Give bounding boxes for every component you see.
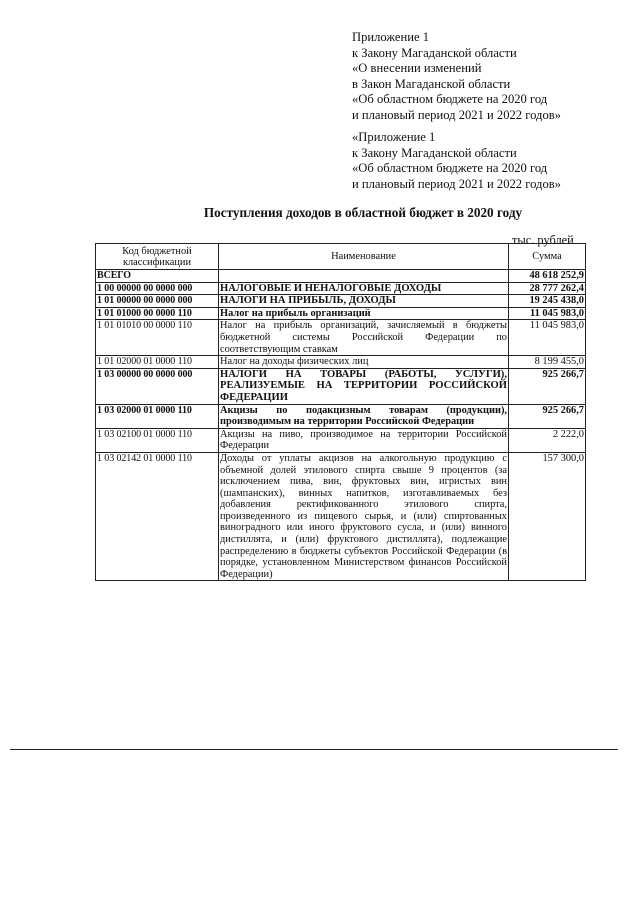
row-sum: 48 618 252,9 [509,270,586,283]
unit-label: тыс. рублей [512,233,574,247]
row-sum: 925 266,7 [509,368,586,404]
page-divider-line [10,749,618,750]
row-sum: 11 045 983,0 [509,320,586,356]
row-name: Акцизы на пиво, производимое на территории Российской Федерации [220,428,507,452]
appendix-note-original [352,130,561,192]
header-sum: Сумма [509,244,586,270]
row-code: 1 03 00000 00 0000 000 [96,368,219,404]
header-code: Код бюджетной классификации [96,244,219,270]
appendix-line: «Об областном бюджете на 2020 год [352,92,548,107]
appendix-line: «Приложение 1 [352,130,436,144]
header-name: Наименование [219,244,509,270]
row-code: 1 01 02000 01 0000 110 [96,356,219,369]
row-code: 1 01 00000 00 0000 000 [96,295,219,308]
table-row [96,452,586,581]
appendix-line: к Закону Магаданской области [352,45,517,60]
appendix-line: «О внесении изменений [352,61,482,76]
row-name: Налог на доходы физических лиц [219,356,509,369]
row-code: 1 00 00000 00 0000 000 [96,282,219,295]
appendix-line: «Об областном бюджете на 2020 год [352,161,548,176]
table-row [96,307,586,320]
table-row [96,282,586,295]
row-name: Доходы от уплаты акцизов на алкогольную продукцию с объемной долей этилового спирта свыше 9 процентов (за исключением пива, вин, фруктовых вин, игристых вин (шампанских), винных напитков, изготавливаемых без добавления ректификованного этилового спирта, произведенного из пищевого сырья, и (или) спиртованных виноградного или иного фруктового сусла, и (или) винного дистиллята, и (или) фруктового дистиллята), подлежащие распределению в бюджеты субъектов Российской Федерации (в порядке, установленном Министерством финансов Российской Федерации) [220,452,507,580]
appendix-line: и плановый период 2021 и 2022 годов» [352,176,561,191]
table-row [96,270,586,283]
row-sum: 8 199 455,0 [509,356,586,369]
appendix-line: Приложение 1 [352,30,430,44]
row-name: Акцизы по подакцизным товарам (продукции), производимым на территории Российской Федерации [220,404,507,428]
appendix-line: в Закон Магаданской области [352,76,511,91]
table-row [96,356,586,369]
row-code: 1 01 01000 00 0000 110 [96,307,219,320]
table-row [96,295,586,308]
table-row [96,428,586,452]
row-sum: 11 045 983,0 [509,307,586,320]
row-name: НАЛОГИ НА ТОВАРЫ (РАБОТЫ, УСЛУГИ), РЕАЛИЗУЕМЫЕ НА ТЕРРИТОРИИ РОССИЙСКОЙ ФЕДЕРАЦИИ [220,368,507,403]
row-name: Налог на прибыль организаций [219,307,509,320]
row-sum: 28 777 262,4 [509,282,586,295]
row-code: 1 03 02000 01 0000 110 [96,404,219,428]
row-code: 1 03 02100 01 0000 110 [96,428,219,452]
row-code: 1 01 01010 00 0000 110 [96,320,219,356]
row-code: ВСЕГО [96,270,219,283]
revenue-table [95,243,586,581]
row-code: 1 03 02142 01 0000 110 [96,452,219,581]
table-row [96,404,586,428]
row-name: Налог на прибыль организаций, зачисляемый в бюджеты бюджетной системы Российской Федерации по соответствующим ставкам [220,320,507,355]
table-row [96,320,586,356]
row-sum: 19 245 438,0 [509,295,586,308]
appendix-line: и плановый период 2021 и 2022 годов» [352,107,561,122]
row-sum: 157 300,0 [509,452,586,581]
appendix-line: к Закону Магаданской области [352,145,517,160]
table-header-row [96,244,586,270]
table-row [96,368,586,404]
document-title: Поступления доходов в областной бюджет в 2020 году [203,205,523,220]
row-name: НАЛОГОВЫЕ И НЕНАЛОГОВЫЕ ДОХОДЫ [219,282,509,295]
row-sum: 925 266,7 [509,404,586,428]
row-sum: 2 222,0 [509,428,586,452]
appendix-note-amendment [352,30,561,124]
row-name: НАЛОГИ НА ПРИБЫЛЬ, ДОХОДЫ [219,295,509,308]
row-name [219,270,509,283]
